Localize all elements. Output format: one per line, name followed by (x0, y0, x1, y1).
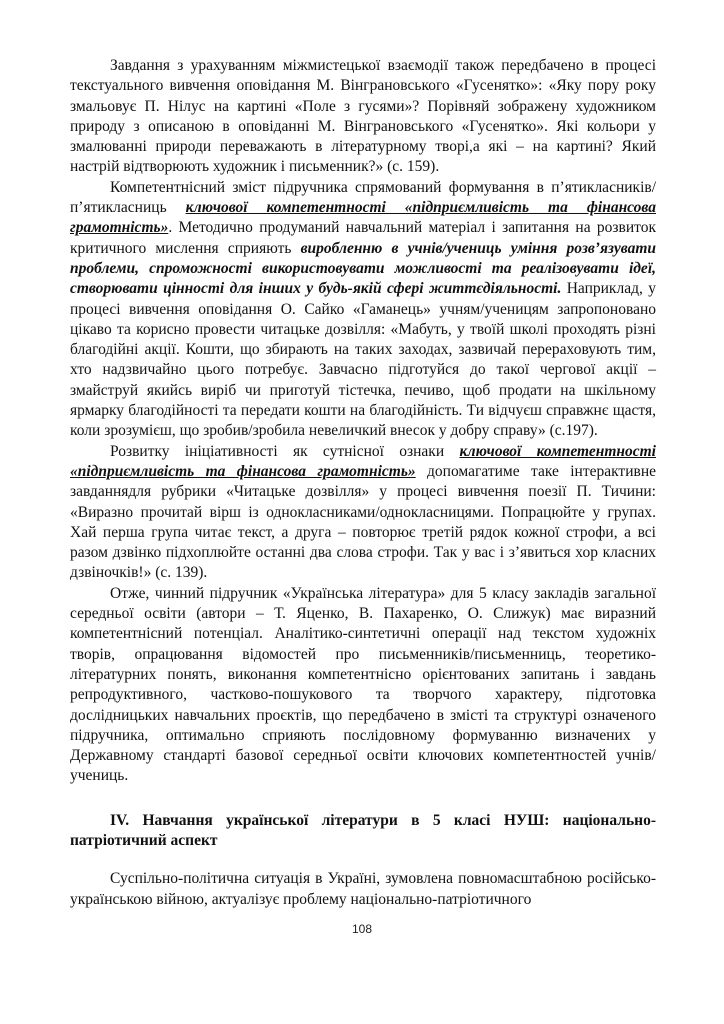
key-competence-term: ключової компетентності «підприємливість та фінансова грамотність» (70, 199, 656, 237)
paragraph-3-text-c: допомагатиме таке інтерактивне завданнядля рубрики «Читацьке дозвілля» у процесі вивчення поезії П. Тичини: «Виразно прочитай вірш із однокласниками/однокласницями. Попрацюйте у групах. Хай перша група читає текст, а друга – повторює третій рядок кожної строфи, а всі разом дзвінко підхоплюйте останні два слова строфи. Так у вас і з’явиться хор класних дзвіночків!» (с. 139). (70, 462, 656, 582)
emphasized-skills: виробленню в учнів/учениць уміння розв’язувати проблеми, спроможності використовувати можливості та реалізовувати ідеї, створювати цінності для інших у будь-якій сфері життєдіяльності. (70, 239, 657, 298)
paragraph-5: Суспільно-політична ситуація в Україні, зумовлена повномасштабною російсько-українською війною, актуалізує проблему національно-патріотичного (70, 870, 656, 908)
paragraph-3 (70, 442, 656, 584)
document-page (70, 56, 656, 910)
paragraph-2-text-c: . Методично продуманий навчальний матеріал і запитання на розвиток критичного мислення сприяють (70, 219, 656, 257)
paragraph-4: Отже, чинний підручник «Українська література» для 5 класу закладів загальної середньої освіти (автори – Т. Яценко, В. Пахаренко, О. Слижук) має виразний компетентнісний потенціал. Аналітико-синтетичні операції над текстом художніх творів, опрацювання відомостей про письменників/письменниць, теоретико-літературних понять, виконання компетентнісно орієнтованих запитань і завдань репродуктивного, частково-пошукового та творчого характеру, підготовка дослідницьких навчальних проєктів, що передбачено в змісті та структурі означеного підручника, оптимально сприяють послідовному формуванню визначених у Державному стандарті базової середньої освіти ключових компетентностей учнів/учениць. (70, 584, 656, 785)
section-heading: IV. Навчання української літератури в 5 класі НУШ: національно-патріотичний аспект (70, 811, 656, 849)
paragraph-1: Завдання з урахуванням міжмистецької взаємодії також передбачено в процесі текстуального вивчення оповідання М. Вінграновського «Гусенятко»: «Яку пору року змальовує П. Нілус на картині «Поле з гусями»? Порівняй зображену художником природу з описаною в оповіданні М. Вінграновського «Гусенятко». Які кольори у змалюванні природи переважають в літературному творі,а які – на картині? Який настрій відтворюють художник і письменник?» (с. 159). (70, 57, 656, 176)
paragraph-2-text-a: Компетентнісний зміст підручника спрямований формування в п’ятикласників/п’ятикласниць (70, 178, 656, 217)
paragraph-2 (70, 178, 656, 442)
page-number: 108 (351, 922, 373, 936)
paragraph-2-text-e: Наприклад, у процесі вивчення оповідання О. Сайко «Гаманець» учням/ученицям запропоновано цікаво та корисно провести читацьке дозвілля: «Мабуть, у твоїй школі проходять різні благодійні акції. Кошти, що збирають на таких заходах, зазвичай перераховують тим, хто надзвичайно цього потребує. Завчасно підготуйся до такої чергової акції – змайструй якийсь виріб чи приготуй тістечка, печиво, щоб продати на шкільному ярмарку благодійності та передати кошти на благодійність. Ти відчуєш справжнє щастя, коли зрозумієш, що зробив/зробила невеличкий внесок у добру справу» (с.197). (70, 280, 656, 440)
key-competence-term-2: ключової компетентності «підприємливість та фінансова грамотність» (70, 442, 656, 480)
paragraph-3-text-a: Розвитку ініціативності як сутнісної ознаки (110, 442, 460, 460)
